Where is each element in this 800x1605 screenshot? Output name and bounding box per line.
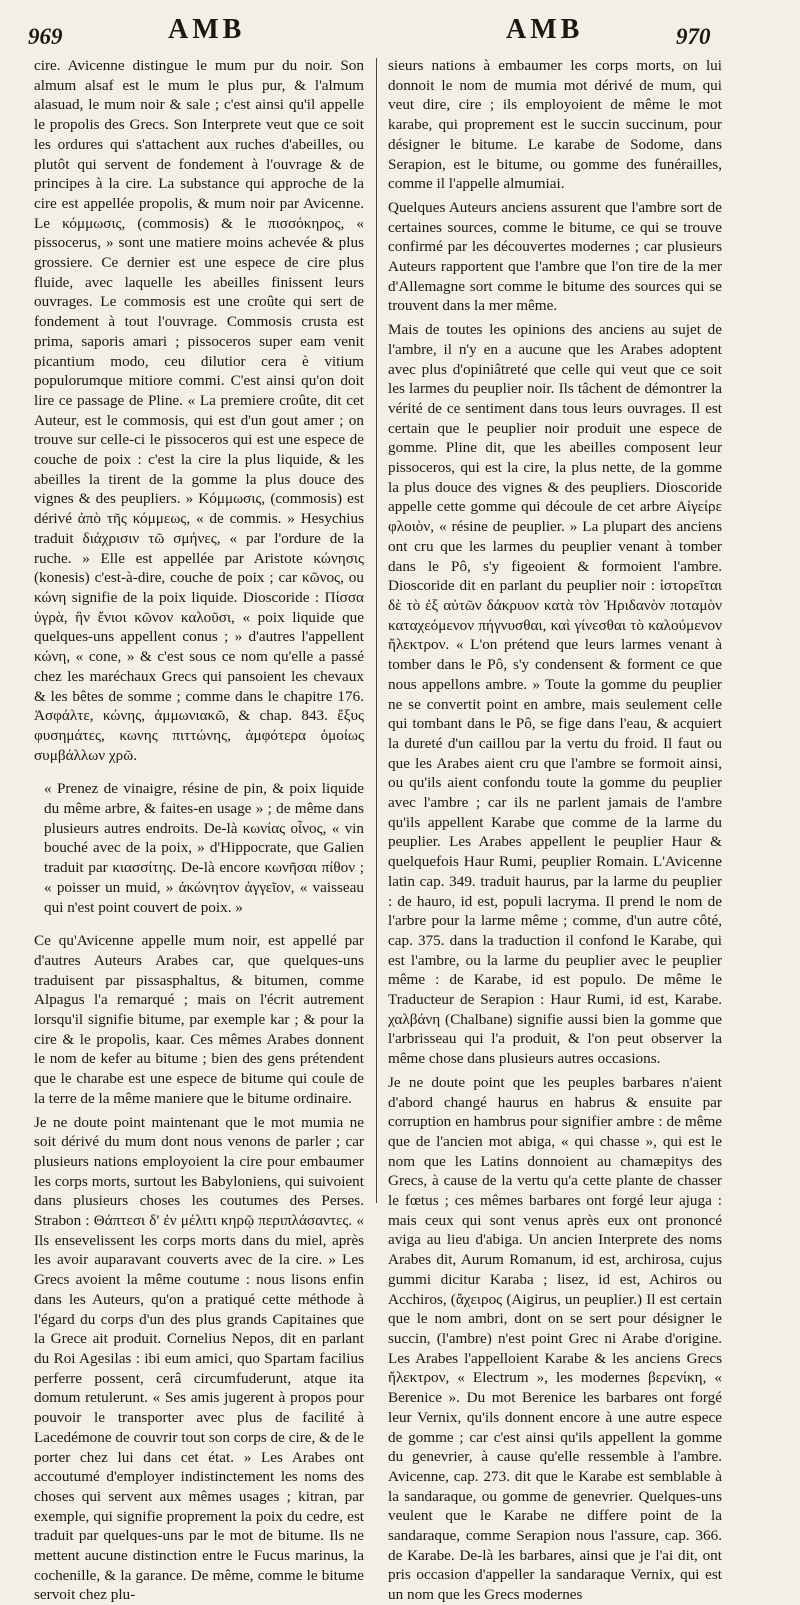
paragraph: Ce qu'Avicenne appelle mum noir, est appellé par d'autres Auteurs Arabes car, que quelques-uns traduisent par pissasphaltus, & bitumen, comme Alpagus l'a remarqué ; mais on l'écrit autrement lorsqu'il signifie bitume, par exemple kar ; & pour la cire & le propolis, kaar. Ces mêmes Arabes donnent le nom de kefer au bitume ; bien des gens prétendent que le charabe est une espece de bitume qui coule de la terre de la même maniere que le bitume ordinaire. — [34, 932, 364, 1107]
paragraph: Mais de toutes les opinions des anciens au sujet de l'ambre, il n'y en a aucune que les Arabes adoptent avec plus d'opiniâtreté que celle qui veut que ce soit les larmes du peuplier noir. Ils tâchent de démontrer la vérité de ce sentiment dans tous leurs ouvrages. Il est certain que le peuplier noir produit une espece de gomme. Pline dit, que les abeilles composent leur pissoceros, qui est la cire, la plus nette, de la gomme la plus douce des vignes & des peupliers. Dioscoride appelle cette gomme qui découle de cet arbre Αἰγείρε φλοιὸν, « résine de peuplier. » La plupart des anciens ont cru que les larmes du peuplier venant à tomber dans le Pô, s'y figeoient & formoient l'ambre. Dioscoride dit en parlant du peuplier noir : ἱστορεῖται δὲ τὸ ἐξ αὐτῶν δάκρυον κατὰ τὸν Ἠριδανὸν ποταμὸν καταχεόμενον πήγνυσθαι, καὶ γίνεσθαι τὸ καλούμενον ἤλεκτρον. « L'on prétend que leurs larmes venant à tomber dans le Pô, s'y condensent & forment ce que nous appellons ambre. » Toute la gomme du peuplier ne se convertit point en ambre, mais seulement celle qui tombant dans le Pô, se fige dans l'eau, & acquiert la dureté d'un caillou par la vertu du froid. Il faut ou que les Arabes aient cru que l'ambre se formoit ainsi, ou qu'ils aient confondu toute la gomme du peuplier avec l'ambre ; car ils ne parlent jamais de l'ambre qu'ils appellent Karabe que comme de la larme du peuplier. Les Arabes appellent le peuplier Haur & quelquefois Haur Rumi, peuplier Romain. L'Avicenne latin cap. 349. traduit haurus, par la larme du peuplier : de hauro, id est, populi lacryma. Il prend le nom de l'arbre pour la larme même ; comme, d'un autre côté, cap. 375. dans la traduction il confond le Karabe, qui est l'ambre, ou la larme du peuplier avec le peuplier même : de Karabe, id est populo. De même le Traducteur de Serapion : Haur Rumi, id est, Karabe. χαλβάνη (Chalbane) signifie aussi bien la gomme que l'arbrisseau qui l'a produit, & l'on peut observer la même chose dans plusieurs autres occasions. — [388, 321, 722, 1068]
paragraph: cire. Avicenne distingue le mum pur du noir. Son almum alsaf est le mum le plus pur, & l'almum alasuad, le mum noir & sale ; c'est ainsi qu'il appelle le propolis des Grecs. Son Interprete veut que ce soit les ordures qui s'attachent aux ruches d'abeilles, ou plutôt qui servent de fondement à l'ouvrage & de principes à la cire. La substance qui approche de la cire est appellée propolis, & mum noir par Avicenne. Le κόμμωσις, (commosis) & le πισσόκηρος, « pissocerus, » sont une matiere moins achevée & plus grossiere. Ce dernier est une espece de cire plus fluide, avec laquelle les abeilles finissent leurs ouvrages. Le commosis est une croûte qui sert de fondement à tout l'ouvrage. Commosis crusta est prima, saporis amari ; pissoceros super eam venit picantium modo, ceu dilutior cera è vitium populorumque mitiore commi. C'est ainsi qu'on doit lire ce passage de Pline. « La premiere croûte, dit cet Auteur, est le commosis, qui est d'un gout amer ; on trouve sur celle-ci le pissoceros qui est une espece de couche de poix : c'est la cire la plus liquide, & les abeilles la tirent de la gomme la plus douce des vignes & des peupliers. » Κόμμωσις, (commosis) est dérivé ἀπὸ τῆς κόμμεως, « de commis. » Hesychius traduit διάχρισιν τῶ σμήνες, « par l'ordure de la ruche. » Elle est appellée par Aristote κώνησις (konesis) c'est-à-dire, couche de poix ; car κῶνος, ou κώνη signifie de la poix liquide. Dioscoride : Πίσσα ὑγρὰ, ἣν ἔνιοι κῶνον καλοῦσι, « poix liquide que quelques-uns appellent conus ; » d'autres l'appellent κώνη, « cone, » & c'est sous ce nom qu'elle a passé chez les maréchaux Grecs qui pansoient les chevaux & les bêtes de somme ; comme dans le chapitre 176. Ἀσφάλτε, κώνης, ἀμμωνιακῶ, & chap. 843. ἔξυς φυσημάτες, κωνης πιττώνης, ἀμφότερα ὁμοίως συμβάλλων χρῶ. — [34, 57, 364, 764]
paragraph: Je ne doute point que les peuples barbares n'aient d'abord changé haurus en habrus & ensuite par corruption en hambrus pour signifier ambre : de même que de l'ancien mot abiga, « qui chasse », qui est le nom que les Latins donnoient au chamæpitys des Grecs, à cause de la vertu qu'a cette plante de chasser le fœtus ; ces mêmes barbares ont forgé leur ajuga : mais ceux qui sont venus après eux ont prononcé aviga au lieu d'abiga. Un ancien Interprete des noms Arabes dit, Aurum Romanum, id est, archirosa, cujus gummi dicitur Karaba ; lisez, id est, Achiros ou Acchiros, (ἄχειρος (Aigirus, un peuplier.) Il est certain que le nom ambri, dont on se sert pour désigner le succin, (l'ambre) n'est point Grec ni Arabe d'origine. Les Arabes l'appelloient Karabe & les anciens Grecs ἤλεκτρον, « Electrum », les modernes βερενίκη, « Berenice ». Du mot Berenice les barbares ont forgé leur Vernix, qu'ils donnent encore à une autre espece de gomme ; car c'est ainsi qu'ils appellent la gomme du genevrier, à cause qu'elle ressemble à l'ambre. Avicenne, cap. 273. dit que le Karabe est semblable à la sandaraque, ou gomme de genevrier. Quelques-uns veulent que le Karabe ne differe point de la sandaraque, comme Serapion nous l'assure, cap. 366. de Karabe. De-là les barbares, ainsi que je l'ai dit, ont pris occasion d'appeller la sandaraque Vernix, qui est un nom que les Grecs modernes — [388, 1073, 722, 1604]
running-head-right: AMB — [506, 14, 584, 45]
page-number-left: 969 — [28, 24, 63, 49]
page-number-right: 970 — [676, 24, 711, 49]
column-divider — [376, 58, 377, 1203]
paragraph: Quelques Auteurs anciens assurent que l'ambre sort de certaines sources, comme le bitume, ce qui se trouve confirmé par les découvertes modernes ; car plusieurs Auteurs rapportent que l'ambre que l'on tire de la mer d'Allemagne sort comme le bitume des sources qui se trouvent dans la mer même. — [388, 198, 722, 315]
paragraph: Je ne doute point maintenant que le mot mumia ne soit dérivé du mum dont nous venons de parler ; car plusieurs nations employoient la cire pour embaumer les corps morts, surtout les Babyloniens, qui suivoient dans plusieurs choses les coutumes des Perses. Strabon : Θάπτεσι δ' ἐν μέλιτι κηρῷ περιπλάσαντες. « Ils ensevelissent les corps morts dans du miel, après les avoir auparavant couverts avec de la cire. » Les Grecs avoient la même coutume : nous lisons enfin dans les Auteurs, qu'on a pratiqué cette méthode à l'égard du corps d'un des plus grands Capitaines que la Grece ait produit. Cornelius Nepos, dit en parlant du Roi Agesilas : ibi eum amici, quo Spartam facilius perferre possent, cerâ circumfuderunt, atque ita domum retulerunt. « Ses amis jugerent à propos pour pouvoir le transporter avec plus de facilité à Lacedémone de couvrir tout son corps de cire, & de le porter chez lui dans cet état. » Les Arabes ont accoutumé d'employer indistinctement les noms des choses qui servent aux mêmes usages ; kitran, par exemple, qui signifie proprement la poix du cedre, est traduit par quelques-uns par le mot de bitume. Ils ne mettent aucune distinction entre le Fucus marinus, la cochenille, & la garance. De même, comme le bitume servoit chez plu- — [34, 1113, 364, 1604]
paragraph: sieurs nations à embaumer les corps morts, on lui donnoit le nom de mumia mot dérivé de mum, qui veut dire, cire ; ils employoient de même le mot karabe, qui proprement est le succin succinum, pour désigner le bitume. Le karabe de Sodome, dans Serapion, est le bitume, ou gomme des funérailles, comme il l'appelle almumiai. — [388, 57, 722, 193]
text-column-left — [34, 56, 364, 1604]
text-column-right — [388, 56, 722, 1604]
running-head-left: AMB — [168, 14, 246, 45]
paragraph: « Prenez de vinaigre, résine de pin, & poix liquide du même arbre, & faites-en usage » ; de même dans plusieurs autres endroits. De-là κωνίας οἶνος, « vin bouché avec de la poix, » d'Hippocrate, que Galien traduit par κιασσίτης. De-là encore κωνῆσαι πίθον ; « poisser un muid, » ἀκώνητον ἀγγεῖον, « vaisseau qui n'est point couvert de poix. » — [44, 780, 364, 916]
